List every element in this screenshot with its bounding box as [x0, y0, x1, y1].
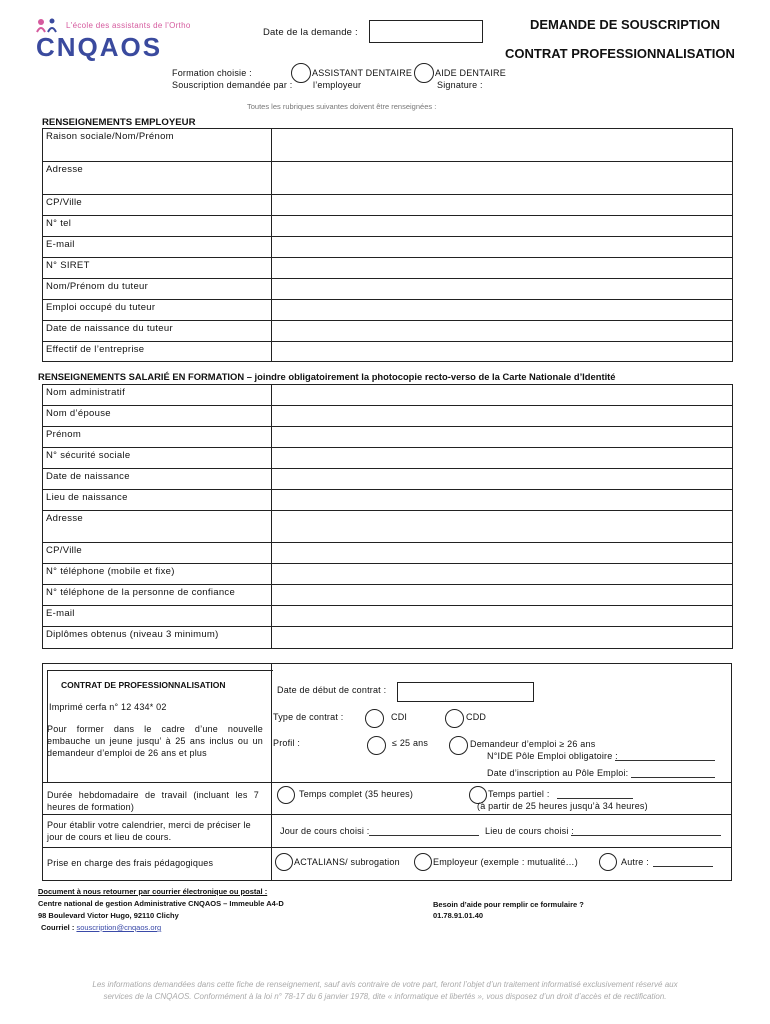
logo-tagline: L'école des assistants de l'Ortho	[66, 21, 191, 30]
row-label: N° SIRET	[43, 258, 272, 279]
contrat-section	[42, 663, 732, 881]
aide-tel: 01.78.91.01.40	[433, 911, 484, 920]
radio-demandeur[interactable]	[449, 736, 468, 755]
row-field[interactable]	[272, 564, 733, 585]
row-field[interactable]	[272, 627, 733, 649]
contrat-desc: Pour former dans le cadre d’une nouvelle embauche un jeune jusqu’ à 25 ans inclus ou un demandeur d’emploi de 26 ans et plus	[47, 724, 263, 758]
courriel-link[interactable]: souscription@cnqaos.org	[76, 923, 162, 932]
row-field[interactable]	[272, 321, 733, 342]
row-label: Nom/Prénom du tuteur	[43, 279, 272, 300]
radio-employeur[interactable]	[414, 853, 432, 871]
cdi-label: CDI	[391, 712, 408, 722]
table-row	[43, 606, 733, 627]
opt-assistant-label: ASSISTANT DENTAIRE	[312, 68, 413, 78]
table-row	[43, 627, 733, 649]
table-row	[43, 216, 733, 237]
logo-name: CNQAOS	[36, 32, 163, 62]
section-salarie-title: RENSEIGNEMENTS SALARIÉ EN FORMATION – joindre obligatoirement la photocopie recto-verso de la Carte Nationale d’Identité	[38, 371, 616, 382]
employeur-table	[42, 128, 733, 362]
radio-25ans[interactable]	[367, 736, 386, 755]
row-label: Adresse	[43, 511, 272, 543]
table-row	[43, 129, 733, 162]
radio-cdd[interactable]	[445, 709, 464, 728]
row-field[interactable]	[272, 195, 733, 216]
row-field[interactable]	[272, 406, 733, 427]
row-label: CP/Ville	[43, 195, 272, 216]
temps-partiel-label: Temps partiel :	[488, 789, 550, 799]
date-debut-input[interactable]	[397, 682, 534, 702]
radio-autre[interactable]	[599, 853, 617, 871]
table-row	[43, 427, 733, 448]
row-label: Diplômes obtenus (niveau 3 minimum)	[43, 627, 272, 649]
table-row	[43, 564, 733, 585]
salarie-table	[42, 384, 733, 649]
formation-label: Formation choisie :	[172, 68, 252, 78]
row-label: Effectif de l’entreprise	[43, 342, 272, 362]
row-field[interactable]	[272, 490, 733, 511]
opt-aide-label: AIDE DENTAIRE	[435, 68, 506, 78]
row-field[interactable]	[272, 279, 733, 300]
row-label: N° téléphone de la personne de confiance	[43, 585, 272, 606]
table-row	[43, 162, 733, 195]
row-label: Emploi occupé du tuteur	[43, 300, 272, 321]
row-label: Prénom	[43, 427, 272, 448]
demandeur-label: Demandeur d’emploi ≥ 26 ans	[470, 739, 596, 749]
courriel-label: Courriel :	[41, 923, 75, 932]
row-label: Date de naissance	[43, 469, 272, 490]
table-row	[43, 279, 733, 300]
duree-label: Durée hebdomadaire de travail (incluant les 7 heures de formation)	[47, 790, 259, 812]
row-field[interactable]	[272, 585, 733, 606]
row-label: N° sécurité sociale	[43, 448, 272, 469]
row-field[interactable]	[272, 606, 733, 627]
row-field[interactable]	[272, 129, 733, 162]
row-label: Nom administratif	[43, 385, 272, 406]
title-demande: DEMANDE DE SOUSCRIPTION	[530, 17, 720, 32]
autre-field[interactable]	[653, 866, 713, 867]
nide-label: N°IDE Pôle Emploi obligatoire :	[487, 751, 618, 761]
aide-text: Besoin d’aide pour remplir ce formulaire ?	[433, 900, 584, 909]
row-label: Raison sociale/Nom/Prénom	[43, 129, 272, 162]
age25-label: ≤ 25 ans	[392, 738, 429, 748]
date-inscription-label: Date d’inscription au Pôle Emploi:	[487, 768, 629, 778]
title-contrat: CONTRAT PROFESSIONNALISATION	[505, 46, 735, 61]
cerfa-text: Imprimé cerfa n° 12 434* 02	[49, 702, 167, 712]
type-contrat-label: Type de contrat :	[273, 712, 344, 722]
row-field[interactable]	[272, 469, 733, 490]
row-label: Adresse	[43, 162, 272, 195]
contrat-title: CONTRAT DE PROFESSIONNALISATION	[61, 680, 226, 690]
section-employeur-title: RENSEIGNEMENTS EMPLOYEUR	[42, 117, 196, 128]
table-row	[43, 585, 733, 606]
table-row	[43, 448, 733, 469]
row-field[interactable]	[272, 342, 733, 362]
row-label: E-mail	[43, 237, 272, 258]
row-field[interactable]	[272, 258, 733, 279]
lieu-cours-field[interactable]	[571, 835, 721, 836]
table-row	[43, 469, 733, 490]
temps-partiel-note: (à partir de 25 heures jusqu’à 34 heures)	[477, 801, 648, 811]
row-label: Lieu de naissance	[43, 490, 272, 511]
row-label: E-mail	[43, 606, 272, 627]
table-row	[43, 342, 733, 362]
row-label: N° tel	[43, 216, 272, 237]
cdd-label: CDD	[466, 712, 487, 722]
logo	[36, 18, 191, 64]
retour-notice: Document à nous retourner par courrier électronique ou postal :	[38, 887, 268, 896]
row-field[interactable]	[272, 237, 733, 258]
courriel-line	[41, 923, 161, 932]
table-row	[43, 321, 733, 342]
temps-complet-label: Temps complet (35 heures)	[299, 789, 414, 799]
table-row	[43, 258, 733, 279]
autre-label: Autre :	[621, 857, 649, 867]
row-field[interactable]	[272, 448, 733, 469]
nide-field[interactable]	[615, 760, 715, 761]
souscription-label: Souscription demandée par :	[172, 80, 293, 90]
radio-cdi[interactable]	[365, 709, 384, 728]
temps-partiel-field[interactable]	[557, 798, 633, 799]
table-row	[43, 237, 733, 258]
jour-cours-label: Jour de cours choisi :	[280, 826, 370, 836]
row-field[interactable]	[272, 216, 733, 237]
date-debut-label: Date de début de contrat :	[277, 685, 387, 695]
date-demande-label: Date de la demande :	[263, 27, 358, 38]
employeur-opt-label: Employeur (exemple : mutualité…)	[433, 857, 578, 867]
radio-actalians[interactable]	[275, 853, 293, 871]
row-label: Nom d’épouse	[43, 406, 272, 427]
calendrier-label: Pour établir votre calendrier, merci de préciser le jour de cours et lieu de cours.	[47, 820, 251, 842]
radio-temps-complet[interactable]	[277, 786, 295, 804]
date-demande-input[interactable]	[369, 20, 483, 43]
rubriques-notice: Toutes les rubriques suivantes doivent être renseignées :	[247, 102, 437, 111]
table-row	[43, 406, 733, 427]
radio-assistant-dentaire[interactable]	[291, 63, 311, 83]
lieu-cours-label: Lieu de cours choisi :	[485, 826, 574, 836]
table-row	[43, 511, 733, 543]
row-field[interactable]	[272, 511, 733, 543]
profil-label: Profil :	[273, 738, 301, 748]
table-row	[43, 300, 733, 321]
row-field[interactable]	[272, 427, 733, 448]
row-label: N° téléphone (mobile et fixe)	[43, 564, 272, 585]
actalians-label: ACTALIANS/ subrogation	[294, 857, 400, 867]
row-label: CP/Ville	[43, 543, 272, 564]
row-field[interactable]	[272, 162, 733, 195]
legal-notice-2: services de la CNQAOS. Conformément à la loi n° 78-17 du 6 janvier 1978, dite « informatique et libertés », vous disposez d’un droit d’accès et de rectification.	[103, 992, 667, 1001]
table-row	[43, 543, 733, 564]
table-row	[43, 385, 733, 406]
jour-cours-field[interactable]	[369, 835, 479, 836]
prise-charge-label: Prise en charge des frais pédagogiques	[47, 858, 214, 868]
row-label: Date de naissance du tuteur	[43, 321, 272, 342]
centre-address: Centre national de gestion Administrative CNQAOS – Immeuble A4-D	[38, 899, 284, 908]
signature-label: Signature :	[437, 80, 483, 90]
radio-aide-dentaire[interactable]	[414, 63, 434, 83]
legal-notice-1: Les informations demandées dans cette fiche de renseignement, sauf avis contraire de votre part, feront l’objet d’un traitement informatisé exclusivement réservé aux	[92, 980, 678, 989]
table-row	[43, 195, 733, 216]
street-address: 98 Boulevard Victor Hugo, 92110 Clichy	[38, 911, 179, 920]
row-field[interactable]	[272, 543, 733, 564]
employeur-text: l’employeur	[313, 80, 362, 90]
row-field[interactable]	[272, 385, 733, 406]
table-row	[43, 490, 733, 511]
date-inscription-field[interactable]	[631, 777, 715, 778]
row-field[interactable]	[272, 300, 733, 321]
